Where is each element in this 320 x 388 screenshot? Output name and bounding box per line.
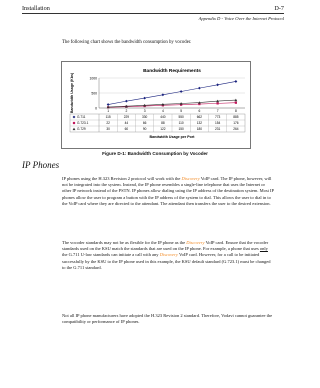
chart-data-label: 176 (233, 121, 239, 126)
chart-data-label: 440 (160, 115, 166, 120)
chart-data-label: 30 (106, 127, 110, 132)
p1-text-a: IP phones using the H.323 Revision 2 protocol will work with the (62, 176, 182, 181)
chart-data-label: 115 (105, 115, 111, 120)
brand-name: Discovery (159, 252, 178, 258)
chart-y-axis-label: Bandwidth Usage (Kbs) (70, 72, 74, 114)
chart-data-label: 44 (124, 121, 129, 126)
chart-legend-label: G.711 (77, 115, 86, 120)
chart-legend-marker (73, 122, 75, 124)
chart-data-point (180, 90, 183, 93)
header-page-number: D-7 (274, 5, 284, 12)
chart-x-tick-label: 2 (125, 109, 128, 113)
chart-x-tick-label: 3 (143, 109, 146, 113)
chart-data-label: 662 (196, 115, 203, 120)
header-rule (22, 13, 284, 14)
chart-x-tick-label: 6 (198, 109, 201, 113)
chart-x-tick-label: 7 (216, 109, 219, 113)
chart-x-tick-label: 8 (234, 109, 237, 113)
brand-name: Discovery (181, 176, 200, 181)
chart-data-label: 122 (160, 127, 166, 132)
chart-svg (62, 62, 250, 148)
chart-data-label: 180 (196, 127, 203, 132)
figure-caption: Figure D-1: Bandwidth Consumption by Vocoder (102, 151, 208, 156)
chart-data-label: 154 (214, 121, 221, 126)
chart-legend-label: G.729 (77, 127, 86, 132)
chart-legend-marker (73, 116, 76, 119)
p2-text-a: The vocoder standards may not be as flexible for the IP phone as the (62, 240, 187, 245)
chart-x-axis-label: Bandwidth Usage per Port (149, 135, 195, 139)
chart-data-point (125, 100, 128, 103)
chart-data-point (235, 102, 237, 104)
header-subtitle: Appendix D - Voice Over the Internet Protocol (198, 15, 284, 21)
chart-y-tick-label: 500 (91, 91, 97, 96)
chart-data-point (198, 87, 201, 90)
chart-data-label: 150 (178, 127, 184, 132)
chart-data-point (161, 93, 164, 96)
chart-data-point (234, 80, 237, 83)
chart-data-label: 22 (106, 121, 110, 126)
brand-name: Discovery (186, 240, 205, 245)
p2-text-e: VoIP card. However, for a call to be initiated successfully by the KSU to the IP phone used in this example, the KSU default standard (G.723.1) must be changed to the G.711 standard. (62, 252, 271, 270)
chart-data-label: 66 (142, 121, 147, 126)
section-title: IP Phones (22, 160, 60, 170)
chart-data-label: 60 (124, 127, 129, 132)
p1-text-b: VoIP card. The IP phone, however, will not be integrated into the system. Instead, the IP phone resembles a single-line telephone that uses the Internet or other IP network instead of the PSTN. IP phones allow dialing using the IP address of the destination system. Most IP phones allow the user to program a button with the IP address of the system to dial. This allows the user to dial in to the VoIP card where they are directed to the attendant. The attendant then transfers the user to the desired extension. (62, 176, 274, 206)
intro-text: The following chart shows the bandwidth consumption by vocoder. (62, 40, 192, 45)
chart-data-label: 110 (178, 121, 184, 126)
p2-emphasis-only: only (259, 246, 268, 252)
chart-data-point (143, 97, 146, 100)
p2-text-b: VoIP card. Ensure that the vocoder standards used on the KSU match the standards that are used on the IP phone. For example, a phone that uses (62, 240, 269, 252)
chart-data-label: 330 (141, 115, 148, 120)
chart-x-tick-label: 5 (180, 109, 183, 113)
chart-data-label: 885 (233, 115, 239, 120)
chart-data-label: 264 (233, 127, 239, 132)
chart-data-label: 132 (196, 121, 203, 126)
paragraph-3: Not all IP phone manufacturers have adopted the H.323 Revision 2 standard. Therefore, Vodavi cannot guarantee the compatibility or performance of IP phones. (62, 313, 273, 325)
p2-text-d: the G.711 U-law standards can initiate a call with any (62, 252, 160, 258)
chart-x-tick-label: 1 (107, 109, 110, 113)
chart-data-point (217, 102, 219, 104)
chart-data-label: 773 (214, 115, 221, 120)
chart-data-label: 88 (161, 121, 165, 126)
chart-data-point (216, 83, 219, 86)
chart-data-label: 550 (178, 115, 184, 120)
chart-x-tick-label: 4 (161, 109, 164, 113)
chart-y-tick-label: 0 (95, 106, 97, 111)
paragraph-2 (62, 240, 274, 271)
bandwidth-chart (61, 61, 251, 149)
chart-data-label: 229 (123, 115, 130, 120)
chart-legend-label: G.723.1 (77, 121, 89, 126)
chart-legend-marker (73, 128, 76, 131)
chart-y-tick-label: 1000 (89, 76, 97, 81)
chart-data-point (107, 103, 110, 106)
chart-data-label: 90 (142, 127, 147, 132)
paragraph-1 (62, 176, 274, 207)
chart-title: Bandwidth Requirements (143, 69, 201, 74)
chart-data-label: 231 (214, 127, 221, 132)
header-section: Installation (22, 5, 50, 12)
